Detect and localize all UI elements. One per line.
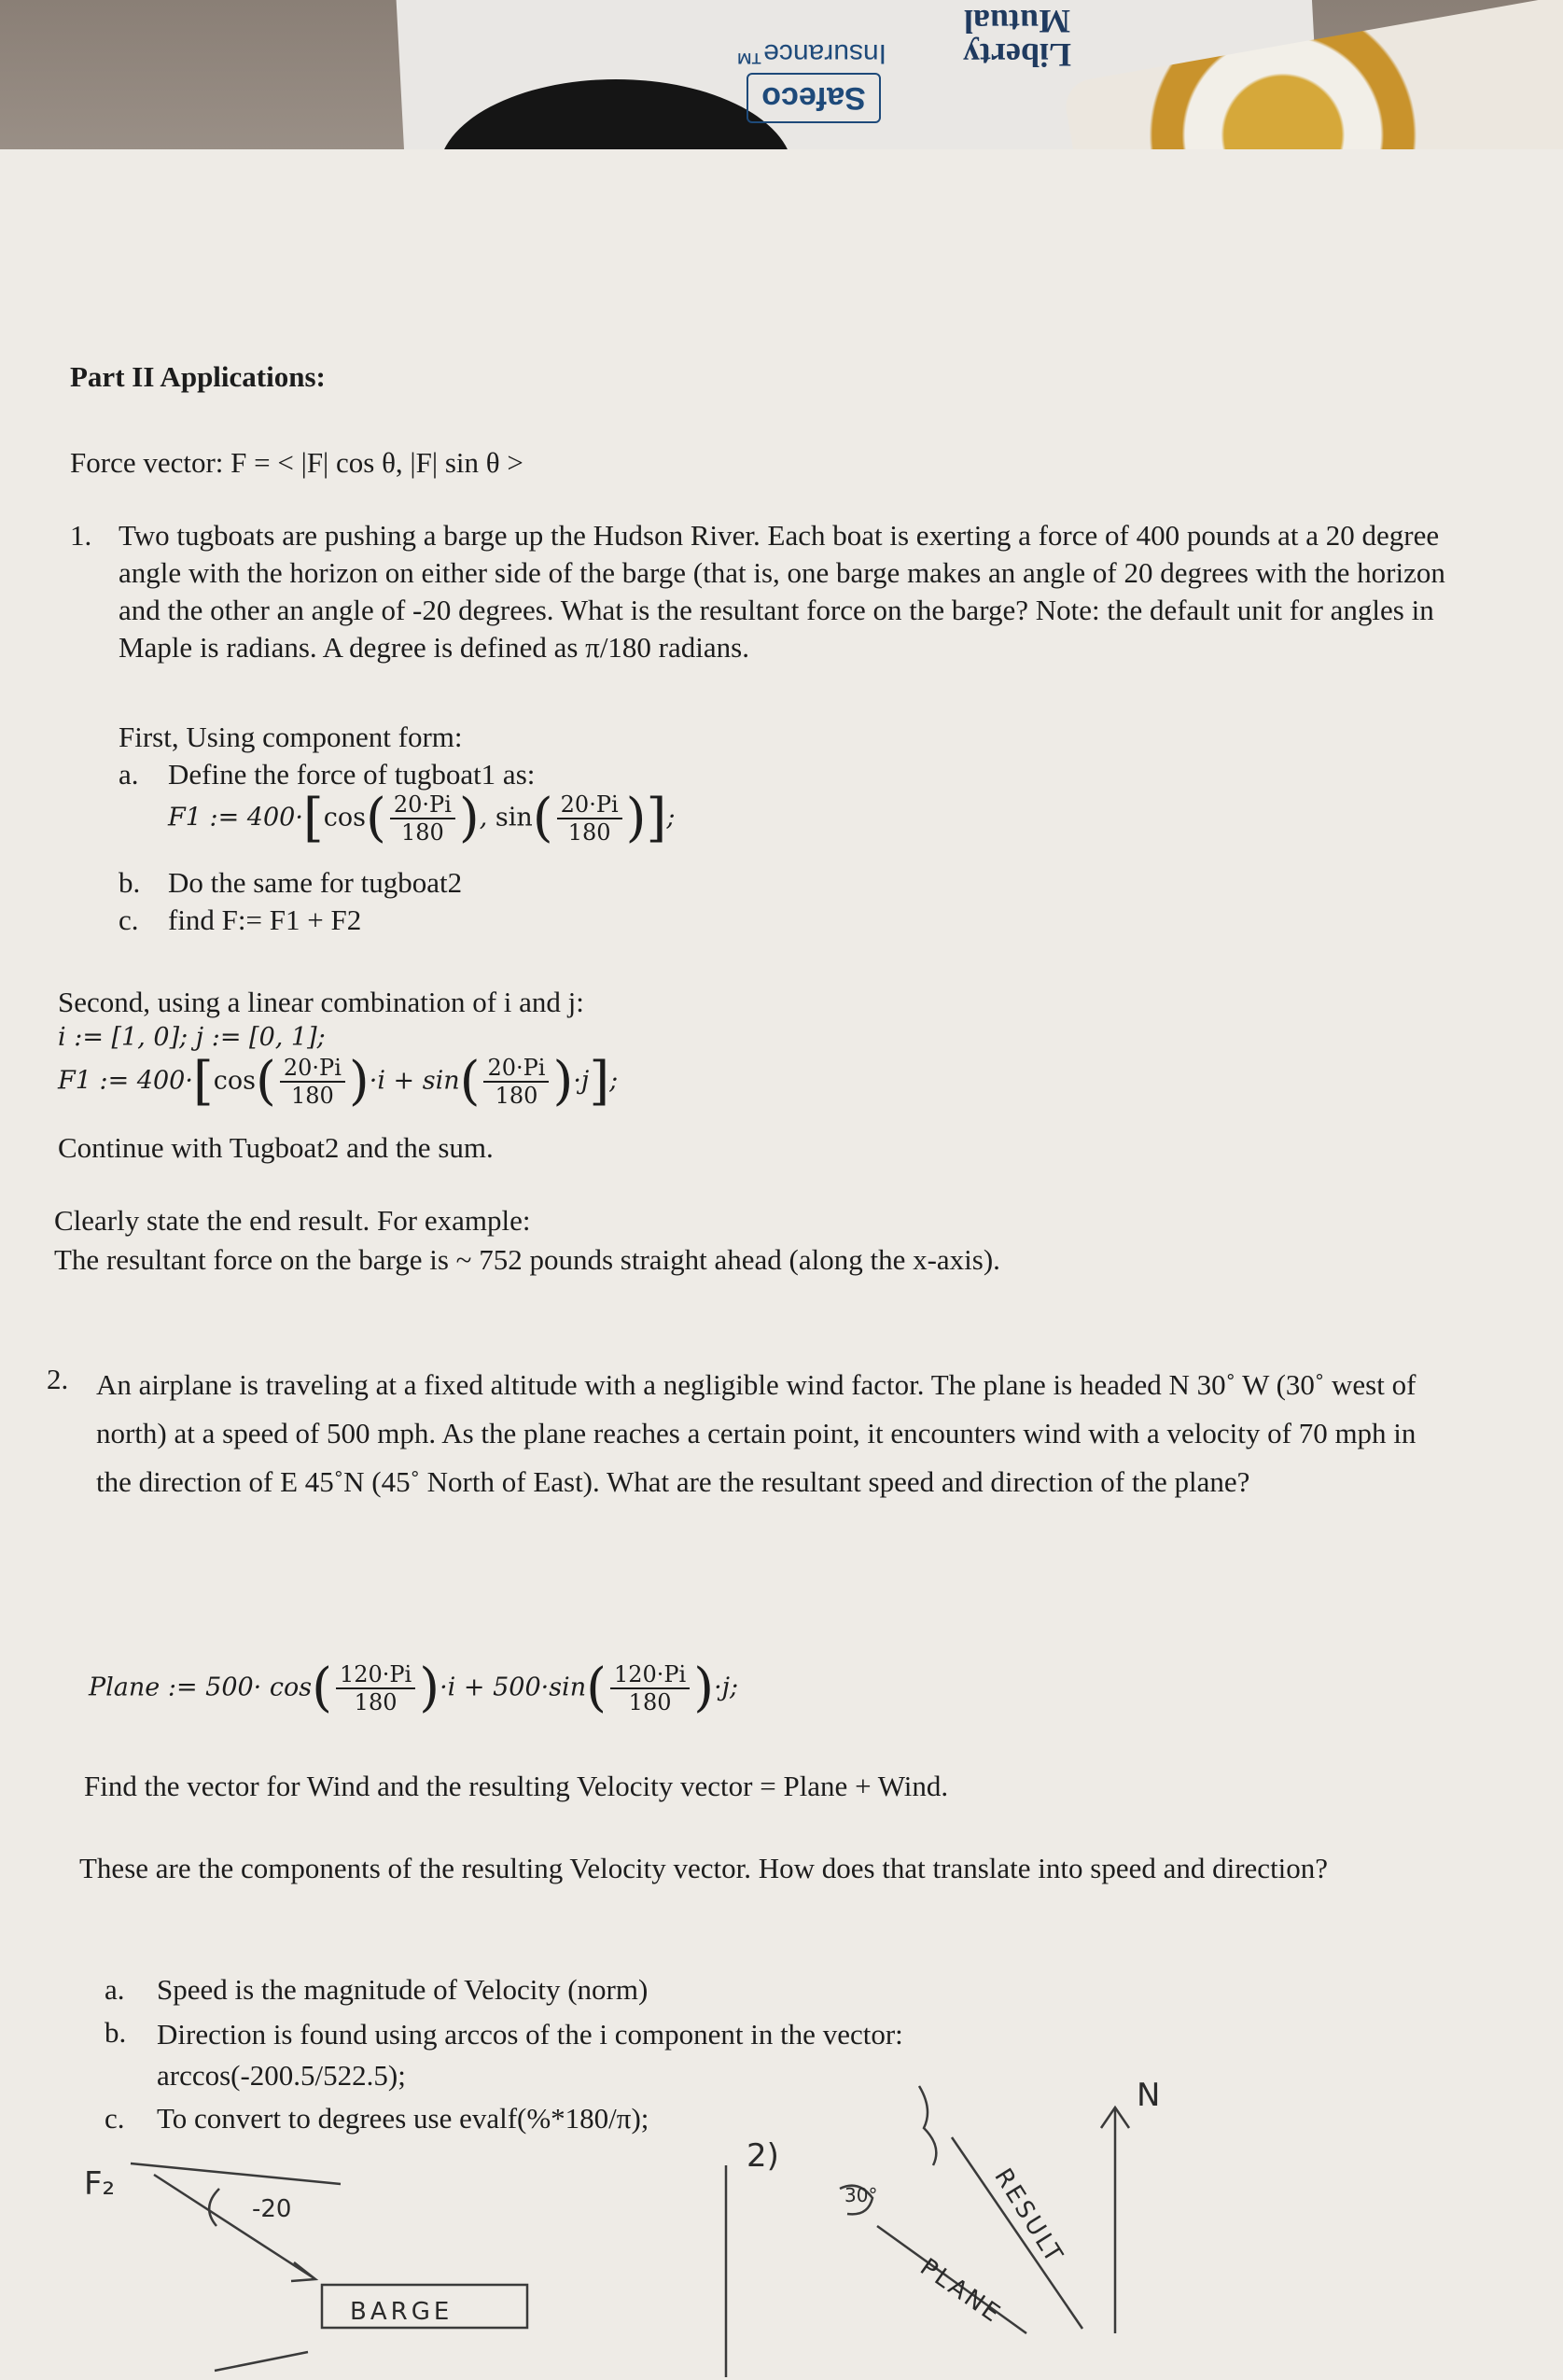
p2-a-text: Speed is the magnitude of Velocity (norm) bbox=[157, 1973, 649, 2006]
p2-c-text: To convert to degrees use evalf(%*180/π); bbox=[157, 2102, 649, 2135]
eq1-num2: 20·Pi bbox=[557, 791, 622, 819]
eq1-den: 180 bbox=[400, 819, 444, 846]
hand-result: RESULT bbox=[988, 2163, 1069, 2270]
eq2-num2: 20·Pi bbox=[483, 1055, 549, 1083]
eq2-cos: cos bbox=[213, 1066, 257, 1096]
eq2-i: ·i + sin bbox=[369, 1066, 460, 1096]
plane-equation: Plane := 500· cos( $\frac{120\cdot Pi}{180}$ )·i + 500·sin( $\frac{120\cdot Pi}{180}$ )·j; bbox=[89, 1658, 739, 1718]
tugboat-arrow-line bbox=[154, 2175, 313, 2277]
state-result-text: Clearly state the end result. For example: bbox=[54, 1204, 531, 1237]
plane-eq-den2: 180 bbox=[628, 1689, 672, 1715]
ij-definition: i := [1, 0]; j := [0, 1]; bbox=[58, 1023, 326, 1052]
tugboat1-equation: F1 := 400·[cos( $\frac{20\cdot Pi}{180}$ ), sin( $\frac{20\cdot Pi}{180}$ )]; bbox=[168, 788, 676, 848]
p2-b-label: b. bbox=[105, 2016, 127, 2049]
step-b-label: b. bbox=[119, 866, 141, 899]
hand-minus20: -20 bbox=[252, 2195, 292, 2223]
plane-eq-num2: 120·Pi bbox=[610, 1661, 690, 1689]
plane-eq-tail: ·j; bbox=[714, 1673, 739, 1702]
continue-text: Continue with Tugboat2 and the sum. bbox=[58, 1131, 494, 1164]
liberty-mutual-logo: Liberty Mutual bbox=[963, 3, 1071, 74]
safeco-logo: Safeco bbox=[747, 73, 881, 123]
p2-a-label: a. bbox=[105, 1973, 125, 2006]
eq2-den2: 180 bbox=[495, 1083, 538, 1109]
hand-angle: 30° bbox=[844, 2184, 878, 2206]
eq2-j: ·j bbox=[573, 1066, 590, 1096]
hand-plane: PLANE bbox=[914, 2253, 1008, 2330]
eq1-lhs: F1 := 400· bbox=[168, 803, 303, 833]
hand-barge: BARGE bbox=[350, 2298, 454, 2326]
section-heading: Part II Applications: bbox=[70, 360, 326, 393]
step-a-label: a. bbox=[119, 758, 139, 791]
plane-eq-lhs: Plane := 500· cos bbox=[89, 1673, 313, 1702]
step-b-text: Do the same for tugboat2 bbox=[168, 866, 463, 899]
plane-eq-num: 120·Pi bbox=[336, 1661, 415, 1689]
problem2-number: 2. bbox=[47, 1363, 69, 1395]
insurance-text: Insurance™ bbox=[735, 38, 886, 69]
second-linear-combination: Second, using a linear combination of i and j: bbox=[58, 986, 584, 1018]
problem2-text: An airplane is traveling at a fixed altitude with a negligible wind factor. The plane is headed N 30˚ W (30˚ west of north) at a speed of 500 mph. As the plane reaches a certain point, it encounters wind with a velocity of 70 mph in the direction of E 45˚N (45˚ North of East). What are the resultant speed and direction of the plane? bbox=[96, 1368, 1416, 1498]
step-c-text: find F:= F1 + F2 bbox=[168, 903, 362, 936]
p2-c-label: c. bbox=[105, 2102, 125, 2135]
lower-arrow-line bbox=[215, 2352, 308, 2371]
angle-arc bbox=[209, 2189, 219, 2226]
find-wind-text: Find the vector for Wind and the resulting Velocity vector = Plane + Wind. bbox=[84, 1770, 949, 1802]
step-c-label: c. bbox=[119, 903, 139, 936]
step-a-text: Define the force of tugboat1 as: bbox=[168, 758, 536, 791]
first-component-form: First, Using component form: bbox=[119, 721, 463, 753]
problem1-number: 1. bbox=[70, 519, 92, 552]
force-vector-definition: Force vector: F = < |F| cos θ, |F| sin θ > bbox=[70, 446, 523, 479]
eq1-sin: sin bbox=[495, 803, 533, 833]
tugboat1-linear-equation: F1 := 400·[cos( $\frac{20\cdot Pi}{180}$ )·i + sin( $\frac{20\cdot Pi}{180}$ )·j]; bbox=[58, 1051, 619, 1112]
hand-two: 2) bbox=[747, 2137, 779, 2175]
hand-f2: F₂ bbox=[84, 2165, 116, 2203]
problem1-text: Two tugboats are pushing a barge up the Hudson River. Each boat is exerting a force of 400 pounds at a 20 degree angle with the horizon on either side of the barge (that is, one barge makes an angle of 20 degrees with the horizon and the other an angle of -20 degrees. What is the resultant force on the barge? Note: the default unit for angles in Maple is radians. A degree is defined as π/180 radians. bbox=[119, 519, 1445, 664]
plane-eq-den: 180 bbox=[354, 1689, 398, 1715]
eq1-den2: 180 bbox=[567, 819, 611, 846]
example-result: The resultant force on the barge is ~ 752 pounds straight ahead (along the x-axis). bbox=[54, 1243, 1000, 1276]
hand-north: N bbox=[1137, 2077, 1161, 2114]
p2-b-text: Direction is found using arccos of the i component in the vector: arccos(-200.5/522.5); bbox=[157, 2018, 903, 2092]
these-components-text: These are the components of the resulting Velocity vector. How does that translate into speed and direction? bbox=[79, 1852, 1329, 1884]
eq2-den: 180 bbox=[290, 1083, 334, 1109]
eq2-num: 20·Pi bbox=[280, 1055, 345, 1083]
eq1-num: 20·Pi bbox=[390, 791, 455, 819]
eq2-lhs: F1 := 400· bbox=[58, 1066, 193, 1096]
squiggle-mark bbox=[919, 2086, 936, 2165]
eq1-cos: cos bbox=[323, 803, 367, 833]
plane-eq-mid: ·i + 500·sin bbox=[440, 1673, 587, 1702]
